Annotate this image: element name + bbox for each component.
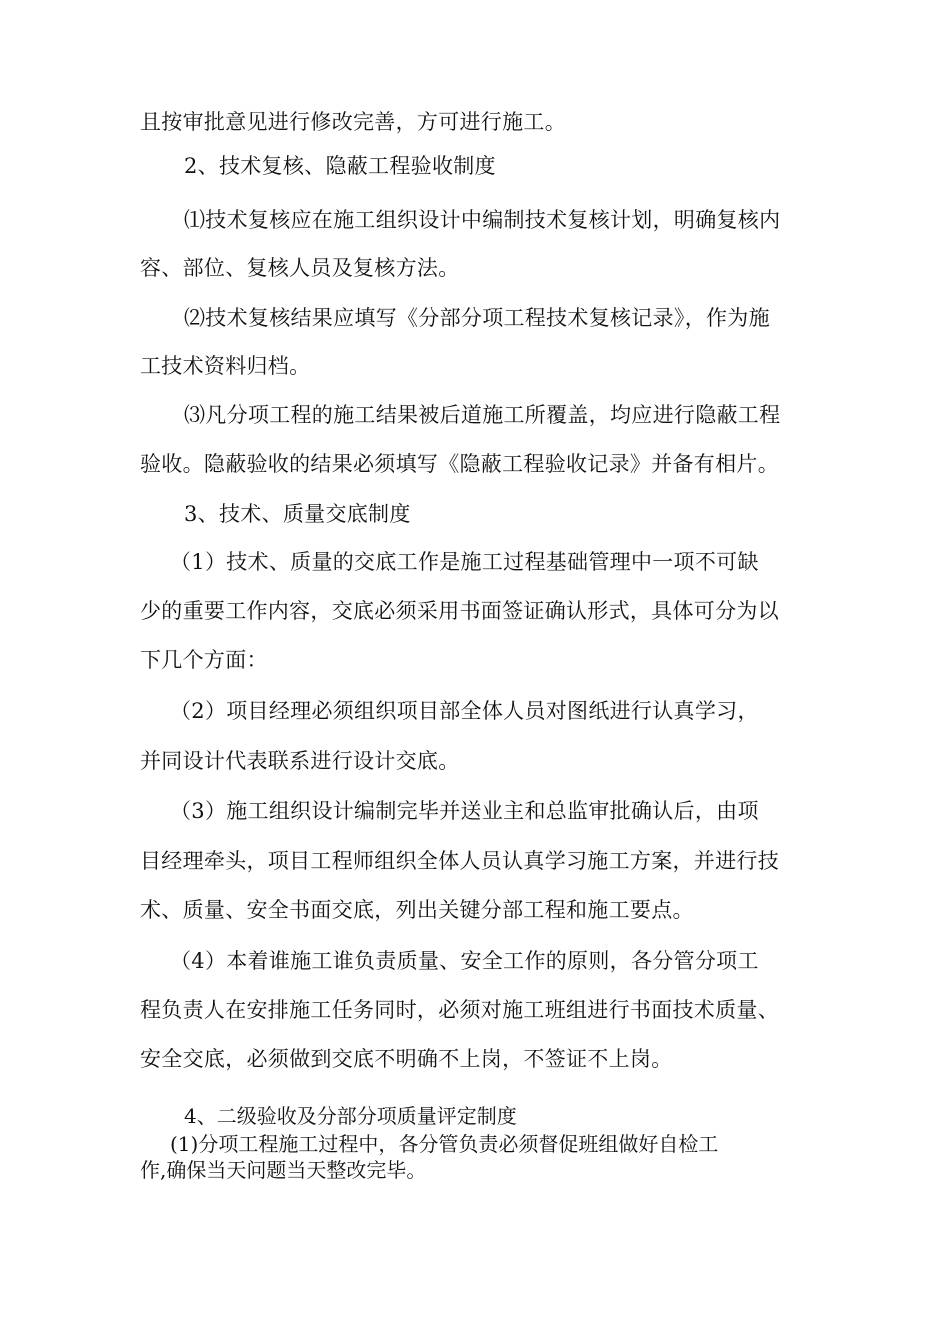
text-line-5: ⑵技术复核结果应填写《分部分项工程技术复核记录》，作为施 <box>184 306 770 330</box>
text-line-18: （4）本着谁施工谁负责质量、安全工作的原则，各分管分项工 <box>170 949 759 973</box>
text-line-11: 少的重要工作内容，交底必须采用书面签证确认形式，具体可分为以 <box>140 599 779 623</box>
text-line-17: 术、质量、安全书面交底，列出关键分部工程和施工要点。 <box>140 898 694 922</box>
text-line-10: （1）技术、质量的交底工作是施工过程基础管理中一项不可缺 <box>170 550 759 574</box>
text-line-13: （2）项目经理必须组织项目部全体人员对图纸进行认真学习， <box>170 699 759 723</box>
text-line-4: 容、部位、复核人员及复核方法。 <box>140 256 460 280</box>
text-line-12: 下几个方面： <box>140 648 268 672</box>
section-heading-2: 2、技术复核、隐蔽工程验收制度 <box>184 154 496 178</box>
text-line-20: 安全交底，必须做到交底不明确不上岗，不签证不上岗。 <box>140 1047 673 1071</box>
text-line-3: ⑴技术复核应在施工组织设计中编制技术复核计划，明确复核内 <box>184 208 781 232</box>
text-line-22: (1)分项工程施工过程中，各分管负责必须督促班组做好自检工 <box>170 1132 719 1156</box>
text-line-8: 验收。隐蔽验收的结果必须填写《隐蔽工程验收记录》并备有相片。 <box>140 452 779 476</box>
section-heading-3: 3、技术、质量交底制度 <box>184 502 411 526</box>
section-heading-4: 4、二级验收及分部分项质量评定制度 <box>184 1104 517 1128</box>
text-line-6: 工技术资料归档。 <box>140 354 311 378</box>
text-line-16: 目经理牵头，项目工程师组织全体人员认真学习施工方案，并进行技 <box>140 849 779 873</box>
text-line-19: 程负责人在安排施工任务同时，必须对施工班组进行书面技术质量、 <box>140 998 779 1022</box>
text-line-23: 作,确保当天问题当天整改完毕。 <box>140 1158 427 1182</box>
text-line-15: （3）施工组织设计编制完毕并送业主和总监审批确认后，由项 <box>170 799 759 823</box>
text-line-7: ⑶凡分项工程的施工结果被后道施工所覆盖，均应进行隐蔽工程 <box>184 403 781 427</box>
text-line-14: 并同设计代表联系进行设计交底。 <box>140 749 460 773</box>
text-line-1: 且按审批意见进行修改完善，方可进行施工。 <box>140 110 566 134</box>
